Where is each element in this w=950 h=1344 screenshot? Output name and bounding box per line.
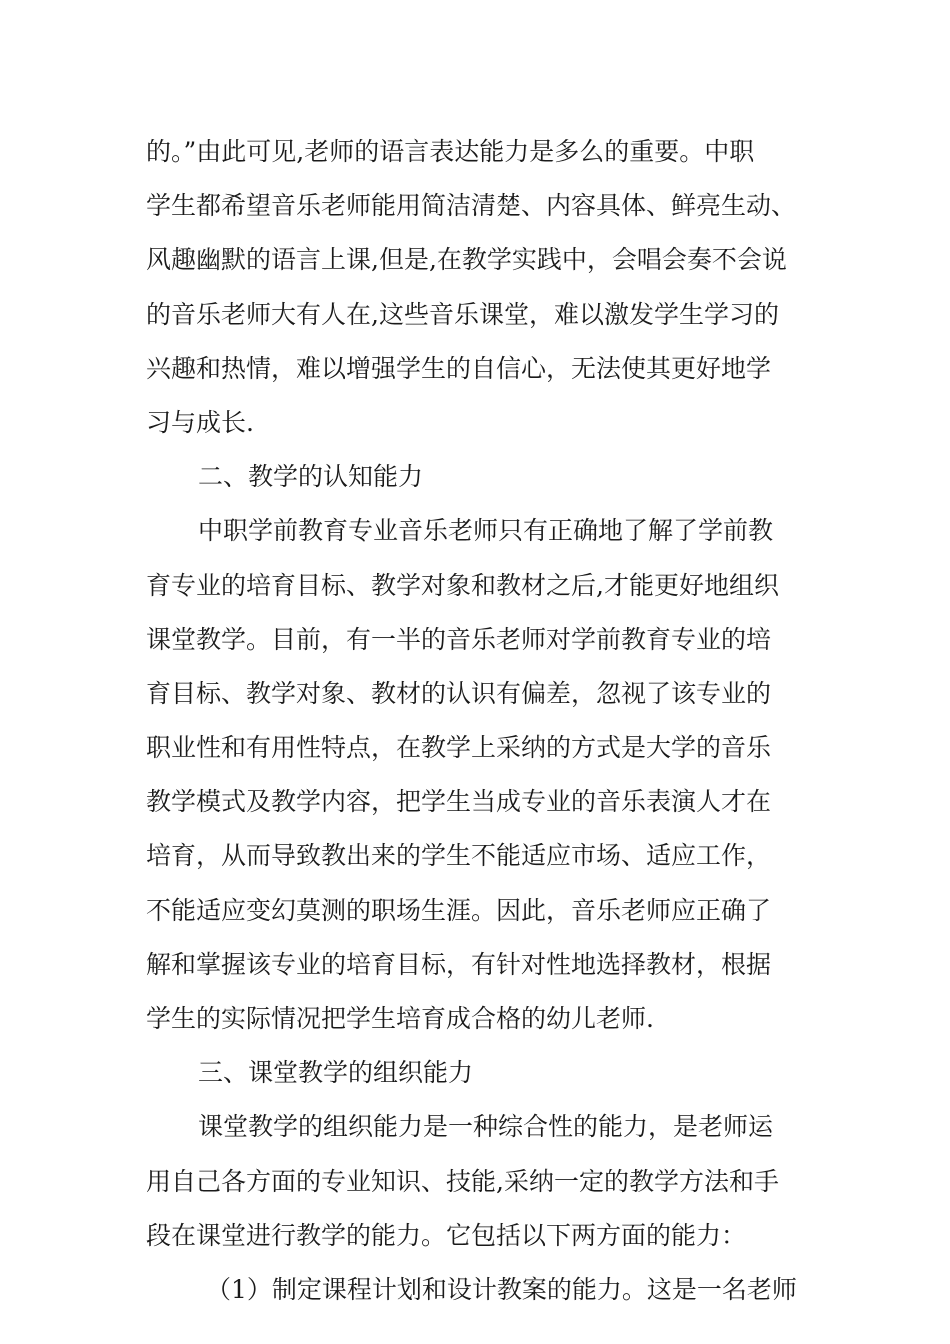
text-line: （1）制定课程计划和设计教案的能力。这是一名老师 [206,1274,797,1304]
text-line: 中职学前教育专业音乐老师只有正确地了解了学前教 [198,516,774,546]
text-line: 用自己各方面的专业知识、技能,采纳一定的教学方法和手 [146,1166,779,1196]
section-heading: 二、教学的认知能力 [198,462,424,492]
text-line: 职业性和有用性特点，在教学上采纳的方式是大学的音乐 [146,733,772,763]
text-line: 课堂教学。目前，有一半的音乐老师对学前教育专业的培 [146,624,772,654]
text-line: 的。”由此可见,老师的语言表达能力是多么的重要。中职 [146,137,755,166]
text-line: 兴趣和热情，难以增强学生的自信心，无法使其更好地学 [146,353,772,383]
text-line: 育目标、教学对象、教材的认识有偏差，忽视了该专业的 [146,678,772,708]
text-line: 课堂教学的组织能力是一种综合性的能力，是老师运 [198,1112,774,1142]
text-line: 段在课堂进行教学的能力。它包括以下两方面的能力： [146,1220,747,1250]
text-line: 不能适应变幻莫测的职场生涯。因此，音乐老师应正确了 [146,895,772,925]
text-line: 教学模式及教学内容，把学生当成专业的音乐表演人才在 [146,787,772,817]
text-line: 习与成长. [146,407,254,437]
text-line: 学生的实际情况把学生培育成合格的幼儿老师. [146,1004,654,1033]
section-heading: 三、课堂教学的组织能力 [198,1058,474,1088]
text-line: 学生都希望音乐老师能用简洁清楚、内容具体、鲜亮生动、 [146,191,797,221]
body-text [146,125,806,1317]
text-line: 解和掌握该专业的培育目标，有针对性地选择教材，根据 [146,949,772,979]
text-line: 培育，从而导致教出来的学生不能适应市场、适应工作， [146,841,772,871]
text-line: 的音乐老师大有人在,这些音乐课堂，难以激发学生学习的 [146,299,779,329]
text-line: 育专业的培育目标、教学对象和教材之后,才能更好地组织 [146,570,779,600]
text-line: 风趣幽默的语言上课,但是,在教学实践中，会唱会奏不会说 [146,245,787,275]
